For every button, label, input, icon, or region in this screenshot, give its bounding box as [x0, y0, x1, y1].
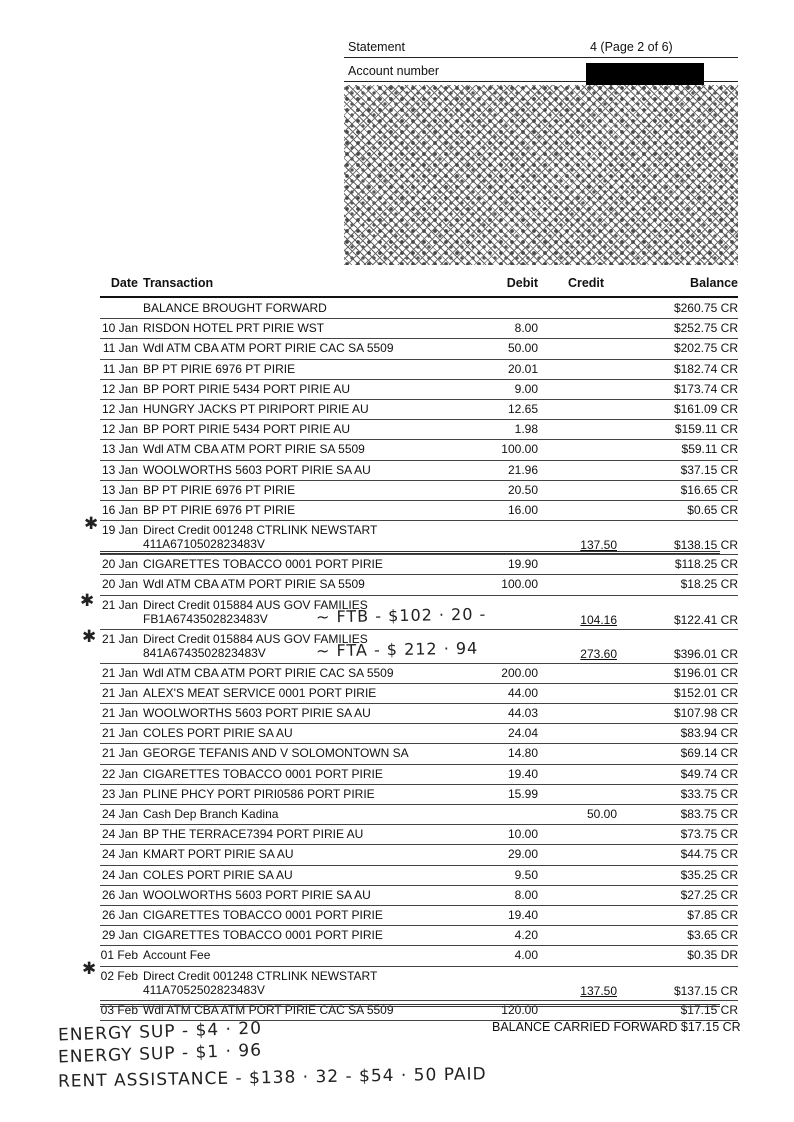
row-credit: 104.16 [580, 612, 617, 627]
table-row [100, 1000, 738, 1021]
table-row [100, 574, 738, 595]
row-debit: 200.00 [501, 665, 538, 680]
table-row [100, 925, 738, 946]
row-date: 21 Jan [101, 706, 138, 720]
row-debit: 20.50 [507, 482, 538, 497]
row-transaction: CIGARETTES TOBACCO 0001 PORT PIRIE [143, 557, 383, 572]
row-date: 22 Jan [101, 766, 138, 781]
table-row [100, 399, 738, 420]
row-transaction: GEORGE TEFANIS AND V SOLOMONTOWN SA [143, 746, 409, 761]
row-date: 13 Jan [101, 482, 138, 497]
row-date: 24 Jan [101, 847, 138, 862]
row-transaction: ALEX'S MEAT SERVICE 0001 PORT PIRIE [143, 685, 377, 700]
row-debit: 21.96 [507, 462, 538, 477]
row-balance: $182.74 CR [673, 361, 738, 376]
row-balance: $196.01 CR [673, 665, 738, 680]
row-transaction: KMART PORT PIRIE SA AU [143, 847, 294, 862]
row-transaction: Direct Credit 001248 CTRLINK NEWSTART [143, 968, 378, 983]
row-balance: $7.85 CR [687, 908, 738, 922]
table-row [100, 379, 738, 400]
table-row [100, 500, 738, 521]
row-transaction: BP THE TERRACE7394 PORT PIRIE AU [143, 827, 364, 842]
row-debit: 4.20 [514, 928, 538, 943]
row-balance: $83.75 CR [680, 807, 738, 821]
handwritten-fta-note: ~ FTA - $ 212 · 94 [315, 638, 479, 661]
balance-carried-forward: BALANCE CARRIED FORWARD $17.15 CR [492, 1020, 741, 1034]
row-date: 21 Jan [101, 631, 138, 646]
row-transaction: Wdl ATM CBA ATM PORT PIRIE CAC SA 5509 [143, 1002, 394, 1017]
row-debit: 20.01 [507, 361, 538, 376]
table-row [100, 359, 738, 380]
row-transaction: WOOLWORTHS 5603 PORT PIRIE SA AU [143, 887, 371, 902]
table-header [100, 274, 738, 298]
row-balance: $73.75 CR [680, 827, 738, 842]
double-rule [100, 551, 720, 554]
row-date: 13 Jan [101, 442, 138, 457]
table-row [100, 966, 738, 1001]
table-row [100, 723, 738, 744]
row-balance: $3.65 CR [687, 928, 738, 943]
row-credit: 50.00 [586, 807, 617, 821]
table-row [100, 784, 738, 805]
row-transaction-ref: 841A6743502823483V [143, 645, 266, 660]
row-balance: $16.65 CR [680, 482, 738, 497]
row-date: 12 Jan [101, 402, 138, 416]
row-date: 21 Jan [101, 726, 138, 741]
row-balance: $59.11 CR [681, 442, 738, 457]
row-transaction: BP PT PIRIE 6976 PT PIRIE [143, 361, 296, 376]
table-row [100, 905, 738, 926]
row-debit: 24.04 [507, 726, 538, 741]
row-debit: 14.80 [507, 746, 538, 761]
row-date: 24 Jan [101, 827, 138, 842]
row-debit: 15.99 [507, 786, 538, 801]
row-debit: 50.00 [507, 341, 538, 356]
table-row [100, 439, 738, 460]
row-transaction: PLINE PHCY PORT PIRI0586 PORT PIRIE [143, 786, 375, 801]
row-debit: 19.40 [507, 766, 538, 781]
table-row [100, 945, 738, 966]
table-row [100, 460, 738, 481]
row-debit: 29.00 [507, 847, 538, 862]
row-date: 12 Jan [101, 381, 138, 396]
handwritten-line-2: ENERGY SUP - $1 · 96 [57, 1040, 263, 1068]
page-info: 4 (Page 2 of 6) [590, 40, 673, 54]
row-transaction: COLES PORT PIRIE SA AU [143, 867, 293, 882]
row-debit: 19.90 [507, 557, 538, 572]
row-balance: $161.09 CR [673, 402, 738, 416]
row-debit: 9.00 [514, 381, 538, 396]
row-balance: $0.65 CR [687, 503, 738, 517]
row-date: 24 Jan [101, 867, 138, 882]
table-row [100, 764, 738, 785]
row-balance: $138.15 CR [673, 538, 738, 553]
table-row [100, 554, 738, 575]
table-row [100, 298, 738, 319]
table-row [100, 520, 738, 555]
statement-row [344, 37, 738, 58]
statement-label: Statement [348, 40, 405, 54]
security-pattern [344, 85, 738, 265]
account-number-label: Account number [348, 64, 440, 78]
table-row [100, 338, 738, 359]
row-balance: $83.94 CR [680, 726, 738, 741]
redacted-account-number [586, 63, 704, 85]
double-rule [100, 1004, 720, 1007]
row-date: 12 Jan [101, 422, 138, 437]
account-number-row [344, 61, 738, 82]
row-balance: $159.11 CR [674, 422, 738, 437]
row-credit: 137.50 [580, 983, 617, 998]
row-transaction: Direct Credit 015884 AUS GOV FAMILIES [143, 631, 368, 646]
row-debit: 100.00 [501, 442, 538, 457]
col-balance: Balance [690, 276, 738, 290]
row-date: 11 Jan [102, 341, 138, 356]
row-debit: 1.98 [514, 422, 538, 437]
table-row [100, 480, 738, 501]
row-balance: $122.41 CR [673, 612, 738, 627]
row-date: 26 Jan [101, 908, 138, 922]
row-transaction: HUNGRY JACKS PT PIRIPORT PIRIE AU [143, 402, 369, 416]
asterisk-mark-icon: ✱ [82, 959, 97, 978]
row-balance: $260.75 CR [673, 301, 738, 315]
table-row [100, 663, 738, 684]
row-date: 21 Jan [101, 597, 138, 612]
row-date: 24 Jan [101, 807, 138, 821]
row-balance: $69.14 CR [680, 746, 738, 761]
row-date: 13 Jan [101, 462, 138, 477]
row-debit: 44.03 [507, 706, 538, 720]
row-debit: 4.00 [514, 948, 538, 963]
row-debit: 44.00 [507, 685, 538, 700]
row-transaction: COLES PORT PIRIE SA AU [143, 726, 293, 741]
row-credit: 273.60 [580, 646, 617, 661]
row-balance: $17.15 CR [680, 1002, 738, 1017]
row-debit: 8.00 [514, 321, 538, 336]
row-balance: $44.75 CR [680, 847, 738, 862]
table-row [100, 743, 738, 764]
row-balance: $33.75 CR [680, 786, 738, 801]
row-transaction: Account Fee [143, 948, 211, 963]
row-date: 29 Jan [101, 928, 138, 943]
row-balance: $118.25 CR [674, 557, 738, 572]
row-transaction: Direct Credit 001248 CTRLINK NEWSTART [143, 523, 378, 538]
row-date: 26 Jan [101, 887, 138, 902]
table-row [100, 683, 738, 704]
row-balance: $37.15 CR [680, 462, 738, 477]
row-transaction: Wdl ATM CBA ATM PORT PIRIE SA 5509 [143, 577, 365, 592]
row-date: 01 Feb [100, 948, 138, 963]
row-debit: 16.00 [507, 503, 538, 517]
handwritten-line-3: RENT ASSISTANCE - $138 · 32 - $54 · 50 PAID [57, 1064, 487, 1092]
row-date: 10 Jan [101, 321, 138, 336]
row-transaction-ref: 411A6710502823483V [143, 537, 265, 552]
col-credit: Credit [567, 276, 605, 290]
row-transaction: CIGARETTES TOBACCO 0001 PORT PIRIE [143, 928, 383, 943]
row-transaction: BP PT PIRIE 6976 PT PIRIE [143, 482, 296, 497]
row-transaction: RISDON HOTEL PRT PIRIE WST [143, 321, 325, 336]
asterisk-mark-icon: ✱ [84, 514, 99, 533]
row-date: 16 Jan [101, 503, 138, 517]
table-row [100, 844, 738, 865]
row-transaction: BP PORT PIRIE 5434 PORT PIRIE AU [143, 422, 350, 437]
row-transaction: WOOLWORTHS 5603 PORT PIRIE SA AU [143, 706, 371, 720]
row-transaction: Wdl ATM CBA ATM PORT PIRIE SA 5509 [143, 442, 365, 457]
row-date: 21 Jan [101, 665, 138, 680]
row-transaction: Direct Credit 015884 AUS GOV FAMILIES [143, 597, 368, 612]
row-date: 20 Jan [101, 557, 138, 572]
row-balance: $18.25 CR [680, 577, 738, 592]
row-debit: 12.65 [507, 402, 538, 416]
row-transaction: BALANCE BROUGHT FORWARD [143, 301, 327, 315]
row-transaction-ref: 411A7052502823483V [143, 982, 265, 997]
row-transaction: BP PT PIRIE 6976 PT PIRIE [143, 503, 296, 517]
row-date: 21 Jan [101, 746, 138, 761]
row-balance: $0.35 DR [687, 948, 738, 963]
row-debit: 120.00 [501, 1002, 538, 1017]
row-date: 19 Jan [101, 523, 138, 538]
row-debit: 100.00 [501, 577, 538, 592]
row-date: 20 Jan [101, 577, 138, 592]
table-row [100, 885, 738, 906]
col-debit: Debit [506, 276, 538, 290]
row-credit: 137.50 [580, 538, 617, 553]
table-row [100, 865, 738, 886]
table-row [100, 824, 738, 845]
row-balance: $202.75 CR [673, 341, 738, 356]
row-debit: 9.50 [514, 867, 538, 882]
row-transaction: Wdl ATM CBA ATM PORT PIRIE CAC SA 5509 [143, 341, 394, 356]
row-date: 03 Feb [100, 1002, 138, 1017]
table-row [100, 804, 738, 825]
row-debit: 10.00 [507, 827, 538, 842]
row-balance: $152.01 CR [673, 685, 738, 700]
row-balance: $107.98 CR [673, 706, 738, 720]
row-balance: $35.25 CR [680, 867, 738, 882]
row-balance: $27.25 CR [680, 887, 738, 902]
row-transaction: WOOLWORTHS 5603 PORT PIRIE SA AU [143, 462, 371, 477]
row-transaction: CIGARETTES TOBACCO 0001 PORT PIRIE [143, 766, 383, 781]
row-transaction: Wdl ATM CBA ATM PORT PIRIE CAC SA 5509 [143, 665, 394, 680]
row-transaction-ref: FB1A6743502823483V [143, 611, 268, 626]
row-date: 23 Jan [101, 786, 138, 801]
table-row [100, 318, 738, 339]
row-balance: $252.75 CR [673, 321, 738, 336]
col-transaction: Transaction [143, 276, 214, 290]
table-row [100, 419, 738, 440]
row-balance: $396.01 CR [673, 646, 738, 661]
handwritten-ftb-note: ~ FTB - $102 · 20 - [315, 604, 487, 627]
handwritten-line-1: ENERGY SUP - $4 · 20 [57, 1018, 263, 1046]
row-balance: $173.74 CR [673, 381, 738, 396]
row-debit: 19.40 [507, 908, 538, 922]
table-row [100, 703, 738, 724]
row-date: 21 Jan [101, 685, 138, 700]
asterisk-mark-icon: ✱ [82, 627, 97, 646]
row-balance: $137.15 CR [673, 983, 738, 998]
statement-header [344, 37, 738, 85]
asterisk-mark-icon: ✱ [80, 591, 95, 610]
col-date: Date [110, 276, 138, 290]
row-transaction: BP PORT PIRIE 5434 PORT PIRIE AU [143, 381, 350, 396]
row-date: 11 Jan [102, 361, 138, 376]
row-balance: $49.74 CR [680, 766, 738, 781]
row-debit: 8.00 [514, 887, 538, 902]
row-transaction: CIGARETTES TOBACCO 0001 PORT PIRIE [143, 908, 383, 922]
row-transaction: Cash Dep Branch Kadina [143, 807, 279, 821]
row-date: 02 Feb [100, 968, 138, 983]
